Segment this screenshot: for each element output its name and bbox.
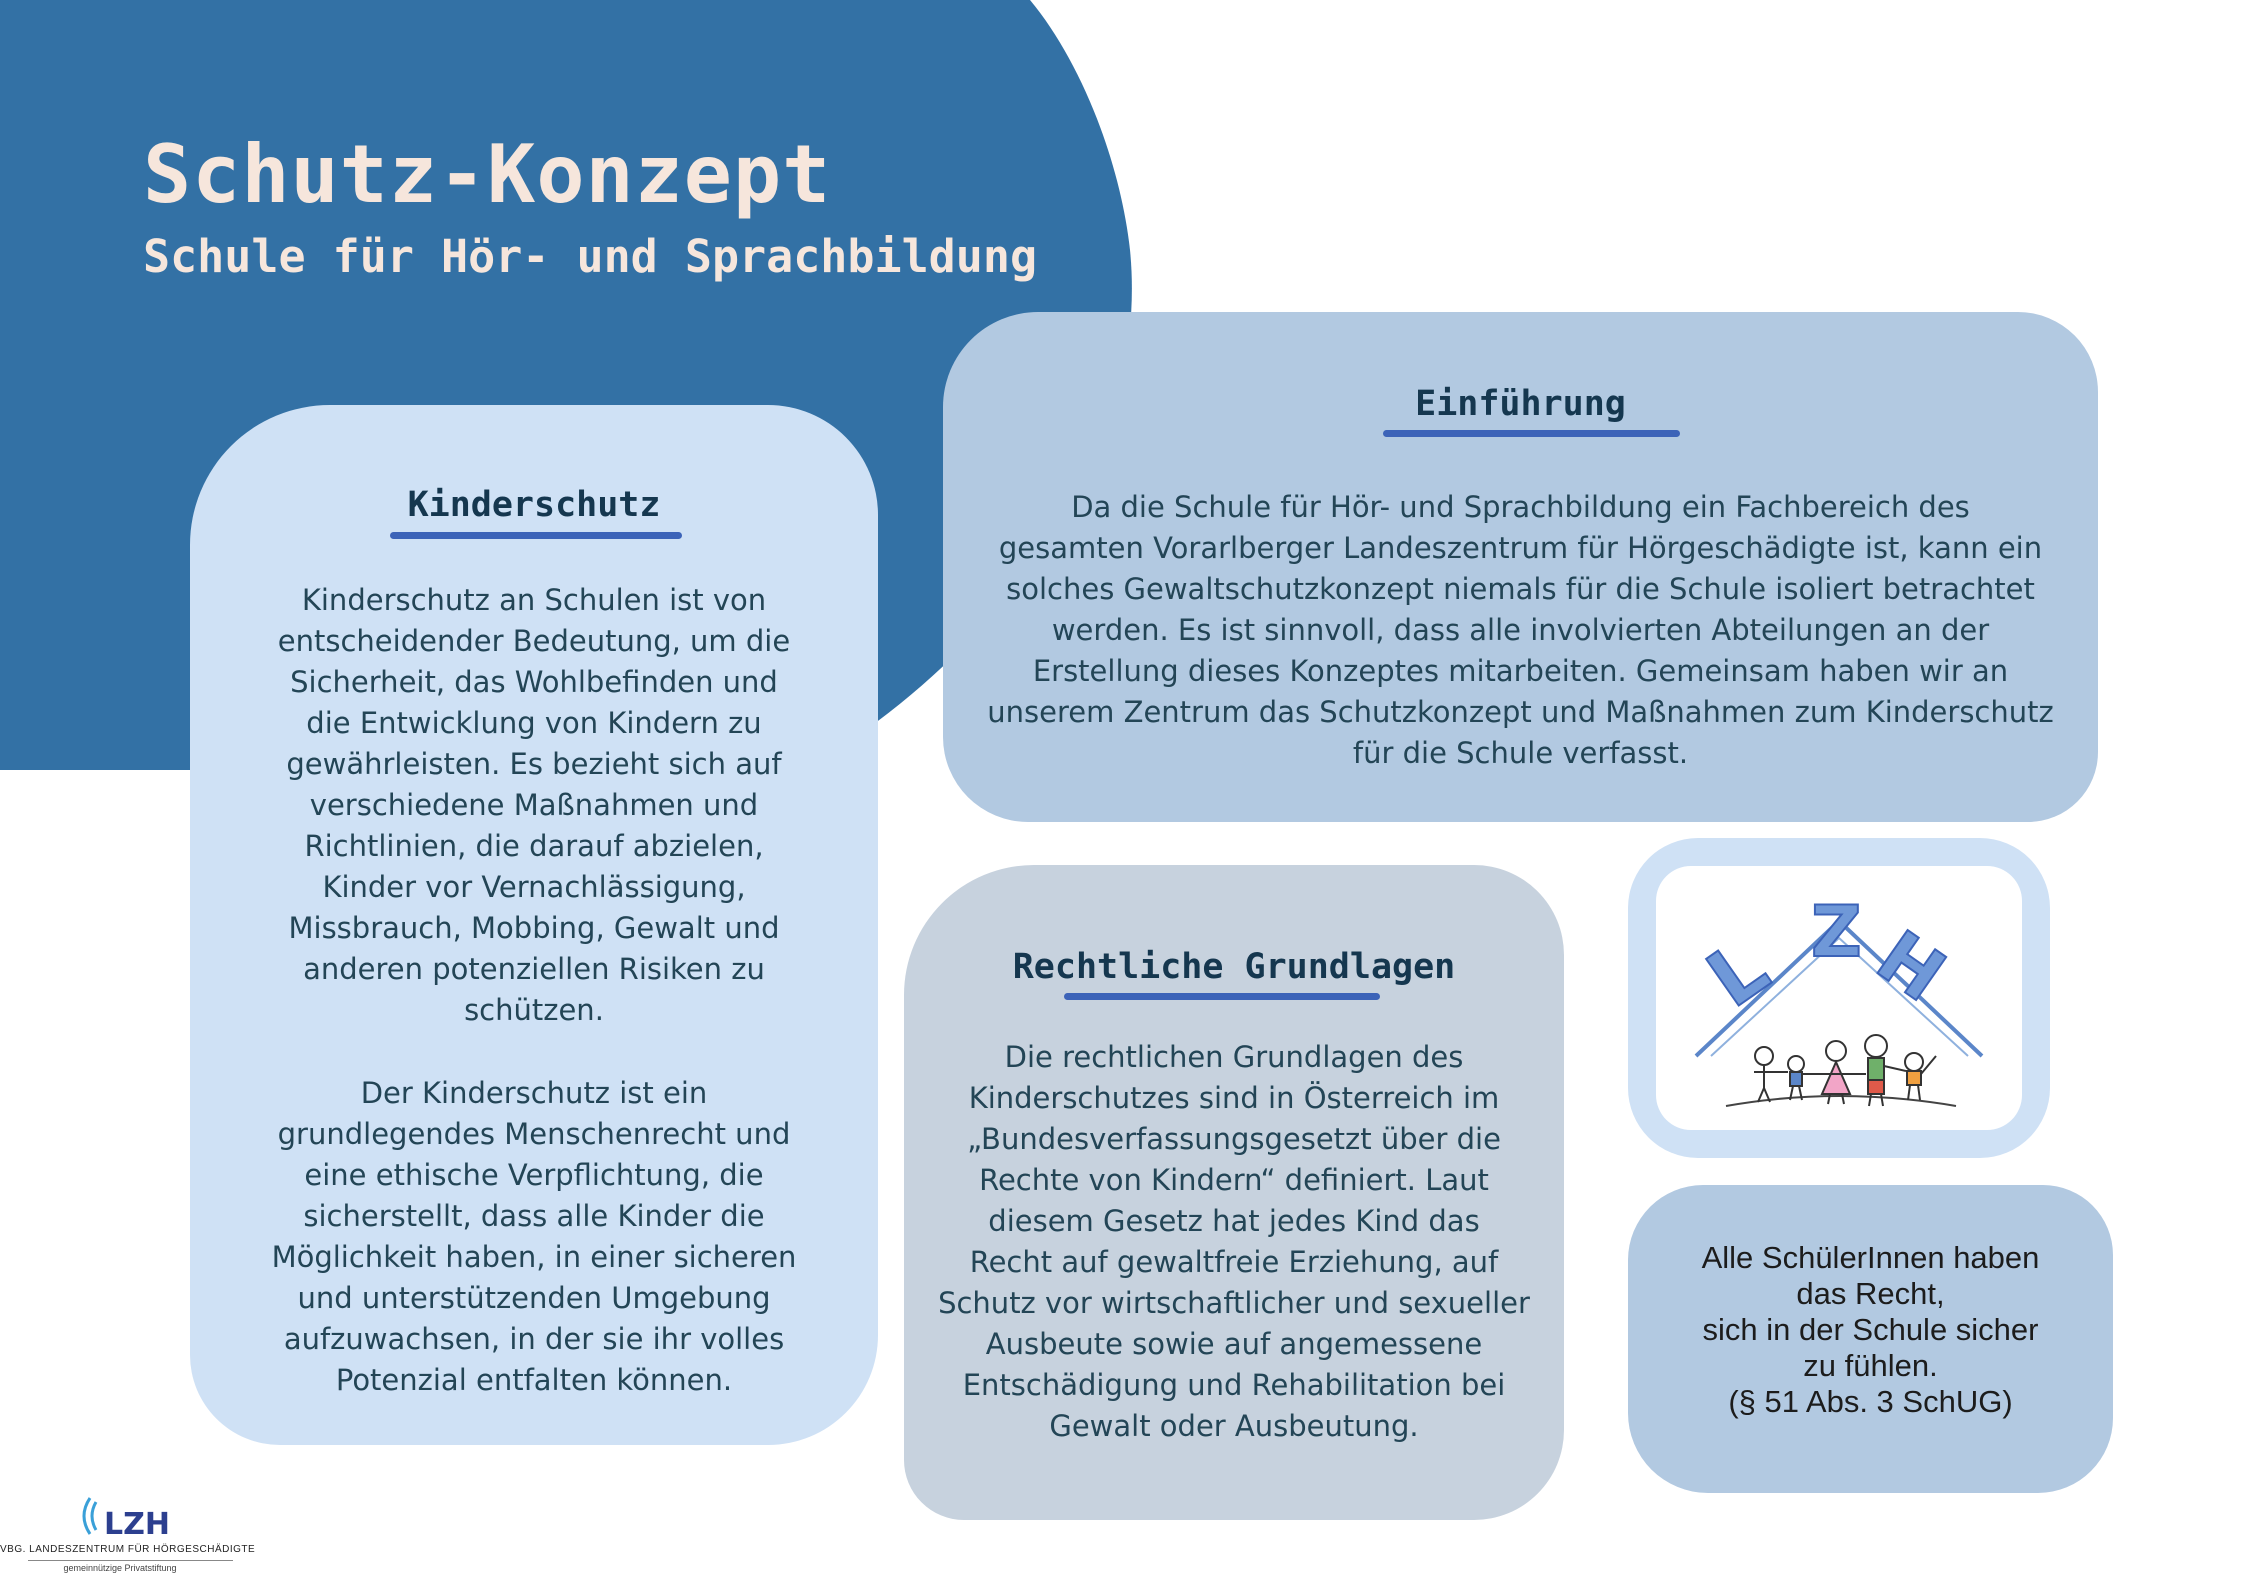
footer-org-sub: gemeinnützige Privatstiftung: [63, 1563, 177, 1573]
rechtliche-grundlagen-card: [904, 865, 1564, 1520]
footer-logo-text: LZH: [104, 1507, 170, 1542]
einfuehrung-heading: Einführung: [1415, 384, 1626, 424]
rights-statement-card: [1628, 1185, 2113, 1493]
page-subtitle: Schule für Hör- und Sprachbildung: [143, 230, 1038, 283]
kinderschutz-paragraph-1: Kinderschutz an Schulen ist von entscheidender Bedeutung, um die Sicherheit, das Wohlbefinden und die Entwicklung von Kindern zu gewährleisten. Es bezieht sich auf verschiedene Maßnahmen und Richtlinien, die darauf abzielen, Kinder vor Vernachlässigung, Missbrauch, Mobbing, Gewalt und anderen potenziellen Risiken zu schützen.: [277, 583, 791, 1027]
sound-wave-icon: [92, 1502, 96, 1530]
logo-letter-z: Z: [1811, 891, 1862, 973]
kinderschutz-heading: Kinderschutz: [407, 485, 661, 525]
logo-letter-h: H: [1862, 914, 1960, 1018]
einfuehrung-card: [943, 312, 2098, 822]
kinderschutz-paragraph-2: Der Kinderschutz ist ein grundlegendes Menschenrecht und eine ethische Verpflichtung, die sicherstellt, dass alle Kinder die Möglichkeit haben, in einer sicheren und unterstützenden Umgebung aufzuwachsen, in der sie ihr volles Potenzial entfalten können.: [271, 1076, 797, 1397]
einfuehrung-text: Da die Schule für Hör- und Sprachbildung ein Fachbereich des gesamten Vorarlberger Landeszentrum für Hörgeschädigte ist, kann ein solches Gewaltschutzkonzept niemals für die Schule isoliert betrachtet werden. Es ist sinnvoll, dass alle involvierten Abteilungen an der Erstellung dieses Konzeptes mitarbeiten. Gemeinsam haben wir an unserem Zentrum das Schutzkonzept und Maßnahmen zum Kinderschutz für die Schule verfasst.: [987, 490, 2054, 770]
kinderschutz-underline: [390, 532, 682, 539]
rechtliche-grundlagen-heading: Rechtliche Grundlagen: [1012, 947, 1456, 987]
einfuehrung-underline: [1383, 430, 1680, 437]
rechtliche-grundlagen-underline: [1064, 993, 1380, 1000]
page-title: Schutz-Konzept: [143, 128, 832, 221]
kinderschutz-card: [190, 405, 878, 1445]
footer-org-name: VBG. LANDESZENTRUM FÜR HÖRGESCHÄDIGTE: [0, 1544, 256, 1555]
rechtliche-grundlagen-text: Die rechtlichen Grundlagen des Kinderschutzes sind in Österreich im „Bundesverfassungsgesetzt über die Rechte von Kindern“ definiert. Laut diesem Gesetz hat jedes Kind das Recht auf gewaltfreie Erziehung, auf Schutz vor wirtschaftlicher und sexueller Ausbeute sowie auf angemessene Entschädigung und Rehabilitation bei Gewalt oder Ausbeutung.: [938, 1040, 1530, 1443]
lzh-logo-frame: [1656, 866, 2022, 1130]
lzh-footer-logo: [28, 1490, 208, 1542]
logo-letter-l: L: [1692, 922, 1785, 1026]
lzh-house-children-logo: [1656, 866, 2022, 1130]
rights-statement-text: Alle SchülerInnen haben das Recht, sich in der Schule sicher zu fühlen. (§ 51 Abs. 3 SchUG): [1701, 1240, 2040, 1419]
footer-divider: [28, 1560, 233, 1561]
